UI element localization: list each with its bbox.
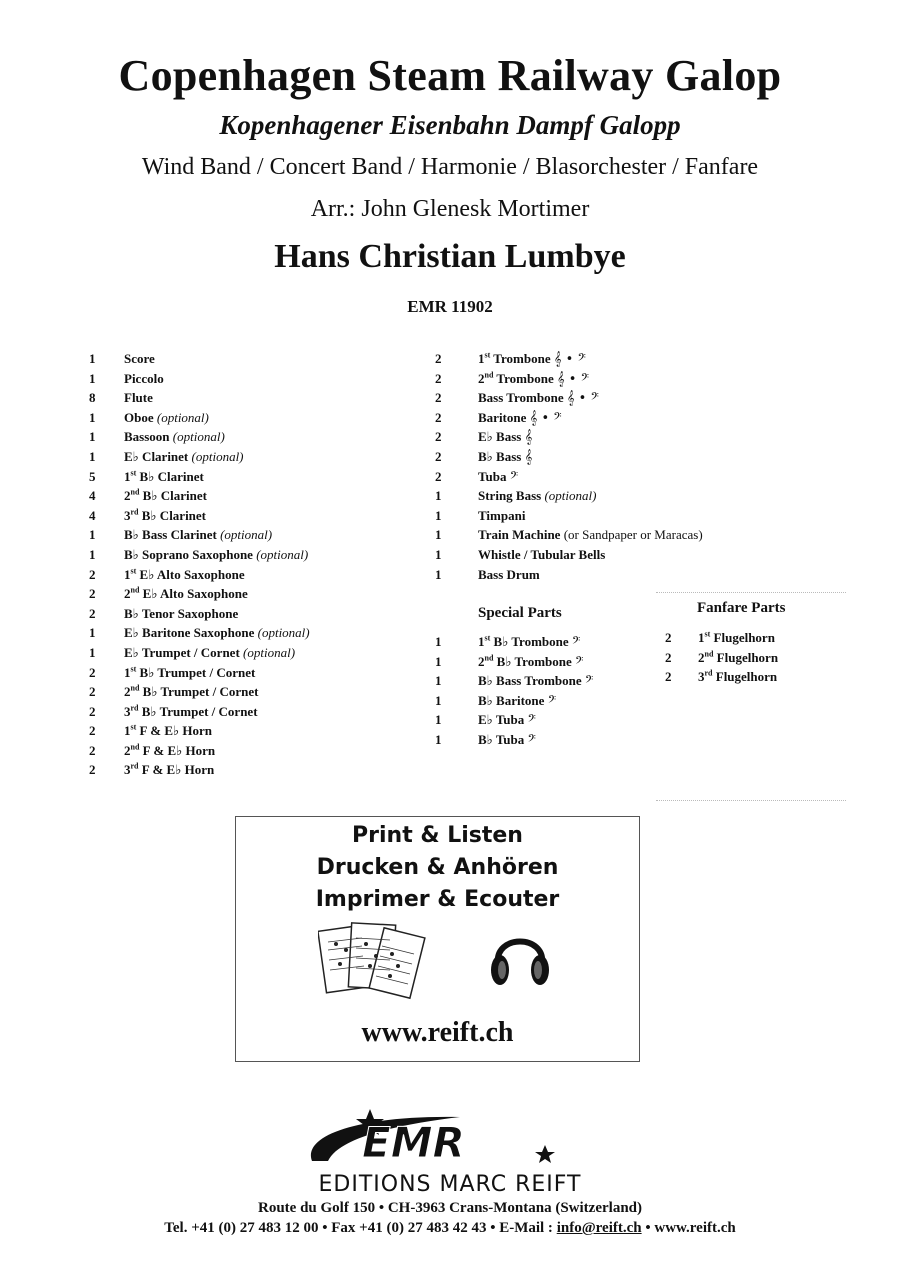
- part-item: [665, 667, 865, 687]
- part-item: [89, 486, 419, 506]
- part-label: Trombone: [496, 370, 554, 386]
- part-item: [435, 369, 795, 389]
- part-label: E♭ Clarinet: [124, 448, 189, 464]
- email-link[interactable]: info@reift.ch: [556, 1220, 642, 1236]
- part-ordinal-number: 2: [124, 488, 131, 504]
- website-url[interactable]: www.reift.ch: [361, 1017, 514, 1048]
- fanfare-parts-list: [665, 628, 865, 687]
- part-name: [698, 667, 777, 687]
- headphones-icon: [488, 922, 552, 994]
- part-name: [124, 760, 214, 780]
- ensemble-line: Wind Band / Concert Band / Harmonie / Blasorchester / Fanfare: [141, 154, 759, 180]
- part-name: [478, 467, 518, 488]
- part-name: [124, 623, 310, 643]
- part-name: [478, 652, 583, 673]
- part-name: [124, 682, 258, 702]
- part-label: B♭ Bass: [478, 448, 522, 464]
- part-label: Timpani: [478, 507, 526, 523]
- part-label: Bass Trombone: [478, 390, 564, 406]
- clef-icon: 𝄢: [509, 469, 519, 485]
- part-ordinal: nd: [130, 487, 140, 497]
- special-parts-heading: Special Parts: [478, 605, 562, 621]
- part-label: Trombone: [493, 351, 551, 366]
- promo-line-english: Print & Listen: [352, 823, 523, 848]
- part-quantity: 2: [435, 409, 442, 425]
- part-quantity: 2: [435, 370, 442, 386]
- part-ordinal: rd: [704, 668, 713, 678]
- part-label: E♭ Tuba: [478, 712, 525, 728]
- promo-line-german: Drucken & Anhören: [316, 855, 559, 880]
- part-label: B♭ Bass Clarinet: [124, 527, 217, 543]
- part-name: [124, 369, 164, 389]
- part-name: [698, 648, 778, 668]
- clef-icon: 𝄞 • 𝄢: [556, 371, 589, 387]
- sheet-music-icon: [318, 920, 428, 1010]
- clef-icon: 𝄢: [547, 693, 557, 709]
- part-name: [478, 388, 599, 409]
- publisher-contact: [0, 1220, 900, 1237]
- part-item: [435, 388, 795, 408]
- part-name: [124, 545, 308, 565]
- part-label: B♭ Trumpet / Cornet: [139, 664, 256, 680]
- part-item: [89, 545, 419, 565]
- part-item: [89, 565, 419, 585]
- divider: [656, 592, 846, 593]
- part-label: F & E♭ Horn: [139, 723, 212, 739]
- part-ordinal: st: [130, 664, 137, 674]
- part-name: [124, 643, 295, 663]
- clef-icon: 𝄢: [527, 713, 536, 729]
- part-label: Train Machine: [478, 527, 561, 543]
- part-item: [89, 525, 419, 545]
- part-quantity: 2: [665, 649, 672, 665]
- part-item: [89, 663, 419, 683]
- part-item: [89, 741, 419, 761]
- part-quantity: 2: [89, 723, 96, 739]
- part-quantity: 1: [89, 351, 96, 366]
- part-name: [478, 486, 596, 506]
- part-ordinal-number: 2: [478, 653, 485, 669]
- part-label: B♭ Bass Trombone: [478, 673, 582, 689]
- part-label: B♭ Clarinet: [139, 468, 204, 484]
- print-listen-box: [235, 816, 640, 1062]
- part-ordinal-number: 3: [124, 762, 131, 778]
- part-quantity: 2: [89, 742, 96, 758]
- part-name: [124, 486, 207, 506]
- contact-website: • www.reift.ch: [641, 1220, 736, 1236]
- catalog-number: EMR 11902: [407, 297, 493, 316]
- part-ordinal-number: 2: [124, 586, 131, 602]
- part-quantity: 1: [435, 731, 442, 747]
- part-name: [478, 545, 605, 565]
- part-ordinal: nd: [130, 742, 140, 752]
- part-item: [435, 632, 635, 652]
- part-label: Oboe: [124, 409, 154, 425]
- part-ordinal-number: 3: [124, 507, 131, 523]
- part-name: [124, 565, 245, 585]
- part-label: Bassoon: [124, 429, 170, 445]
- part-label: Baritone: [478, 409, 527, 425]
- part-name: [478, 730, 536, 751]
- part-name: [124, 721, 212, 741]
- composer-name: Hans Christian Lumbye: [274, 238, 626, 275]
- part-quantity: 1: [89, 429, 96, 445]
- part-ordinal-number: 2: [478, 370, 485, 386]
- part-name: [124, 388, 153, 408]
- part-ordinal: nd: [130, 683, 140, 693]
- part-ordinal: rd: [130, 762, 139, 772]
- part-ordinal-number: 2: [698, 649, 705, 665]
- part-quantity: 2: [435, 448, 442, 464]
- part-name: [124, 702, 258, 722]
- clef-icon: 𝄞: [524, 430, 533, 446]
- optional-note: (optional): [172, 429, 225, 445]
- part-ordinal-number: 1: [124, 664, 131, 680]
- part-item: [89, 467, 419, 487]
- part-name: [478, 369, 589, 390]
- part-ordinal: st: [130, 468, 137, 478]
- part-item: [435, 408, 795, 428]
- part-name: [478, 671, 593, 692]
- part-ordinal-number: 1: [124, 723, 131, 739]
- part-item: [435, 506, 795, 526]
- part-ordinal: st: [704, 629, 711, 639]
- part-item: [89, 447, 419, 467]
- part-label: B♭ Baritone: [478, 692, 545, 708]
- part-label: B♭ Trumpet / Cornet: [141, 703, 258, 719]
- part-label: E♭ Bass: [478, 429, 522, 445]
- divider: [656, 800, 846, 801]
- part-item: [89, 682, 419, 702]
- part-label: B♭ Tenor Saxophone: [124, 605, 239, 621]
- part-item: [435, 565, 795, 585]
- part-quantity: 1: [89, 625, 96, 641]
- part-quantity: 1: [435, 692, 442, 708]
- part-ordinal: rd: [130, 507, 139, 517]
- part-quantity: 2: [89, 605, 96, 621]
- part-label: Flute: [124, 390, 153, 406]
- part-item: [665, 628, 865, 648]
- part-quantity: 1: [435, 546, 442, 562]
- part-name: [124, 447, 244, 467]
- part-name: [124, 584, 248, 604]
- optional-note: (optional): [544, 488, 597, 504]
- part-ordinal-number: 2: [124, 684, 131, 700]
- part-item: [435, 427, 795, 447]
- part-quantity: 2: [89, 566, 96, 582]
- part-quantity: 2: [89, 762, 96, 778]
- part-quantity: 1: [89, 409, 96, 425]
- part-label: Piccolo: [124, 370, 164, 386]
- part-quantity: 4: [89, 507, 96, 523]
- part-label: E♭ Trumpet / Cornet: [124, 644, 240, 660]
- part-quantity: 2: [665, 630, 672, 645]
- part-ordinal-number: 3: [698, 669, 705, 685]
- part-ordinal: nd: [704, 649, 714, 659]
- part-quantity: 2: [89, 703, 96, 719]
- part-item: [665, 648, 865, 668]
- part-label: B♭ Clarinet: [142, 488, 207, 504]
- part-item: [89, 623, 419, 643]
- part-item: [435, 467, 795, 487]
- part-name: [478, 408, 562, 429]
- part-name: [478, 525, 703, 545]
- optional-note: (optional): [191, 448, 244, 464]
- clef-icon: 𝄢: [571, 635, 581, 650]
- clef-icon: 𝄞: [524, 449, 533, 465]
- part-name: [478, 691, 556, 712]
- part-item: [435, 545, 795, 565]
- optional-note: (optional): [220, 527, 273, 543]
- optional-note: (optional): [257, 625, 310, 641]
- part-quantity: 2: [435, 390, 442, 406]
- part-item: [89, 604, 419, 624]
- part-item: [89, 369, 419, 389]
- optional-note: (optional): [256, 546, 309, 562]
- part-label: Flugelhorn: [715, 669, 778, 685]
- emr-logo-icon: [300, 1105, 570, 1175]
- part-label: B♭ Trombone: [493, 634, 569, 649]
- part-item: [89, 408, 419, 428]
- part-item: [89, 702, 419, 722]
- part-name: [124, 741, 215, 761]
- part-ordinal: rd: [130, 703, 139, 713]
- fanfare-parts-heading: Fanfare Parts: [697, 600, 786, 616]
- part-quantity: 8: [89, 390, 96, 406]
- part-quantity: 1: [435, 507, 442, 523]
- part-quantity: 1: [89, 546, 96, 562]
- part-name: [124, 408, 209, 428]
- part-name: [124, 467, 204, 487]
- part-quantity: 1: [435, 653, 442, 669]
- part-quantity: 1: [435, 527, 442, 543]
- part-label: E♭ Baritone Saxophone: [124, 625, 255, 641]
- part-label: Score: [124, 351, 155, 366]
- part-quantity: 2: [435, 351, 442, 366]
- part-ordinal: st: [484, 633, 491, 643]
- part-label: B♭ Soprano Saxophone: [124, 546, 253, 562]
- part-item: [435, 730, 635, 750]
- part-quantity: 1: [435, 673, 442, 689]
- part-quantity: 2: [435, 429, 442, 445]
- part-quantity: 2: [665, 669, 672, 685]
- part-label: B♭ Clarinet: [141, 507, 207, 523]
- page-title: Copenhagen Steam Railway Galop: [118, 51, 782, 100]
- part-name: [124, 604, 238, 624]
- clef-icon: 𝄞 • 𝄢: [529, 410, 562, 426]
- part-name: [478, 565, 540, 585]
- part-label: Flugelhorn: [716, 649, 779, 665]
- part-quantity: 2: [89, 684, 96, 700]
- part-ordinal: st: [130, 722, 137, 732]
- part-ordinal: st: [484, 350, 491, 360]
- part-item: [89, 584, 419, 604]
- part-name: [478, 447, 532, 468]
- part-note: (or Sandpaper or Maracas): [563, 527, 703, 543]
- part-quantity: 1: [435, 566, 442, 582]
- contact-phone-fax: Tel. +41 (0) 27 483 12 00 • Fax +41 (0) 27 483 42 43 • E-Mail :: [164, 1220, 557, 1236]
- clef-icon: 𝄞 • 𝄢: [566, 391, 599, 407]
- part-item: [89, 388, 419, 408]
- page-subtitle: Kopenhagener Eisenbahn Dampf Galopp: [219, 110, 681, 140]
- svg-text:EMR: EMR: [362, 1118, 465, 1167]
- part-label: Bass Drum: [478, 566, 540, 582]
- part-name: [478, 632, 580, 653]
- part-label: String Bass: [478, 488, 542, 504]
- part-item: [435, 691, 635, 711]
- clef-icon: 𝄢: [584, 674, 594, 690]
- clef-icon: 𝄢: [575, 654, 584, 670]
- part-name: [124, 427, 225, 447]
- part-quantity: 1: [89, 370, 96, 386]
- part-item: [435, 671, 635, 691]
- part-name: [124, 663, 255, 683]
- part-item: [89, 760, 419, 780]
- part-name: [124, 525, 272, 545]
- part-item: [435, 349, 795, 369]
- part-name: [478, 710, 536, 731]
- part-quantity: 1: [435, 634, 442, 649]
- part-label: B♭ Trumpet / Cornet: [142, 684, 259, 700]
- part-label: Tuba: [478, 468, 507, 484]
- part-item: [89, 506, 419, 526]
- part-name: [124, 349, 155, 369]
- part-item: [89, 643, 419, 663]
- optional-note: (optional): [243, 644, 296, 660]
- part-quantity: 1: [89, 527, 96, 543]
- publisher-address: Route du Golf 150 • CH-3963 Crans-Montana (Switzerland): [258, 1200, 642, 1216]
- part-label: E♭ Alto Saxophone: [139, 566, 245, 582]
- part-quantity: 2: [89, 664, 96, 680]
- part-ordinal-number: 1: [698, 630, 705, 645]
- optional-note: (optional): [156, 409, 209, 425]
- part-name: [478, 427, 532, 448]
- part-label: F & E♭ Horn: [142, 742, 216, 758]
- part-item: [435, 710, 635, 730]
- part-label: F & E♭ Horn: [141, 762, 215, 778]
- clef-icon: 𝄢: [527, 732, 536, 748]
- part-ordinal: nd: [484, 370, 494, 380]
- part-quantity: 4: [89, 488, 96, 504]
- part-quantity: 1: [89, 448, 96, 464]
- part-item: [89, 721, 419, 741]
- part-quantity: 1: [435, 712, 442, 728]
- part-label: Flugelhorn: [713, 630, 775, 645]
- clef-icon: 𝄞 • 𝄢: [553, 352, 586, 367]
- part-quantity: 2: [435, 468, 442, 484]
- part-ordinal-number: 1: [124, 566, 131, 582]
- part-ordinal-number: 2: [124, 742, 131, 758]
- part-name: [478, 349, 586, 370]
- special-parts-list: [435, 632, 635, 750]
- part-name: [478, 506, 525, 526]
- part-ordinal: nd: [130, 585, 140, 595]
- part-name: [698, 628, 775, 648]
- part-label: Whistle / Tubular Bells: [478, 546, 606, 562]
- parts-list-right: [435, 349, 795, 584]
- part-ordinal-number: 1: [478, 351, 485, 366]
- part-quantity: 1: [435, 488, 442, 504]
- part-item: [89, 349, 419, 369]
- part-quantity: 1: [89, 644, 96, 660]
- part-item: [89, 427, 419, 447]
- part-quantity: 2: [89, 586, 96, 602]
- part-ordinal-number: 1: [478, 634, 485, 649]
- part-label: B♭ Tuba: [478, 731, 525, 747]
- parts-list-left: [89, 349, 419, 780]
- part-name: [124, 506, 206, 526]
- part-item: [435, 652, 635, 672]
- part-ordinal: st: [130, 566, 137, 576]
- part-item: [435, 525, 795, 545]
- part-item: [435, 447, 795, 467]
- part-label: B♭ Trombone: [496, 653, 572, 669]
- part-ordinal-number: 3: [124, 703, 131, 719]
- promo-line-french: Imprimer & Ecouter: [315, 887, 560, 912]
- arranger-line: Arr.: John Glenesk Mortimer: [310, 196, 590, 222]
- part-label: E♭ Alto Saxophone: [142, 586, 248, 602]
- part-ordinal-number: 1: [124, 468, 131, 484]
- part-item: [435, 486, 795, 506]
- part-ordinal: nd: [484, 653, 494, 663]
- part-quantity: 5: [89, 468, 96, 484]
- publisher-name: EDITIONS MARC REIFT: [318, 1172, 582, 1197]
